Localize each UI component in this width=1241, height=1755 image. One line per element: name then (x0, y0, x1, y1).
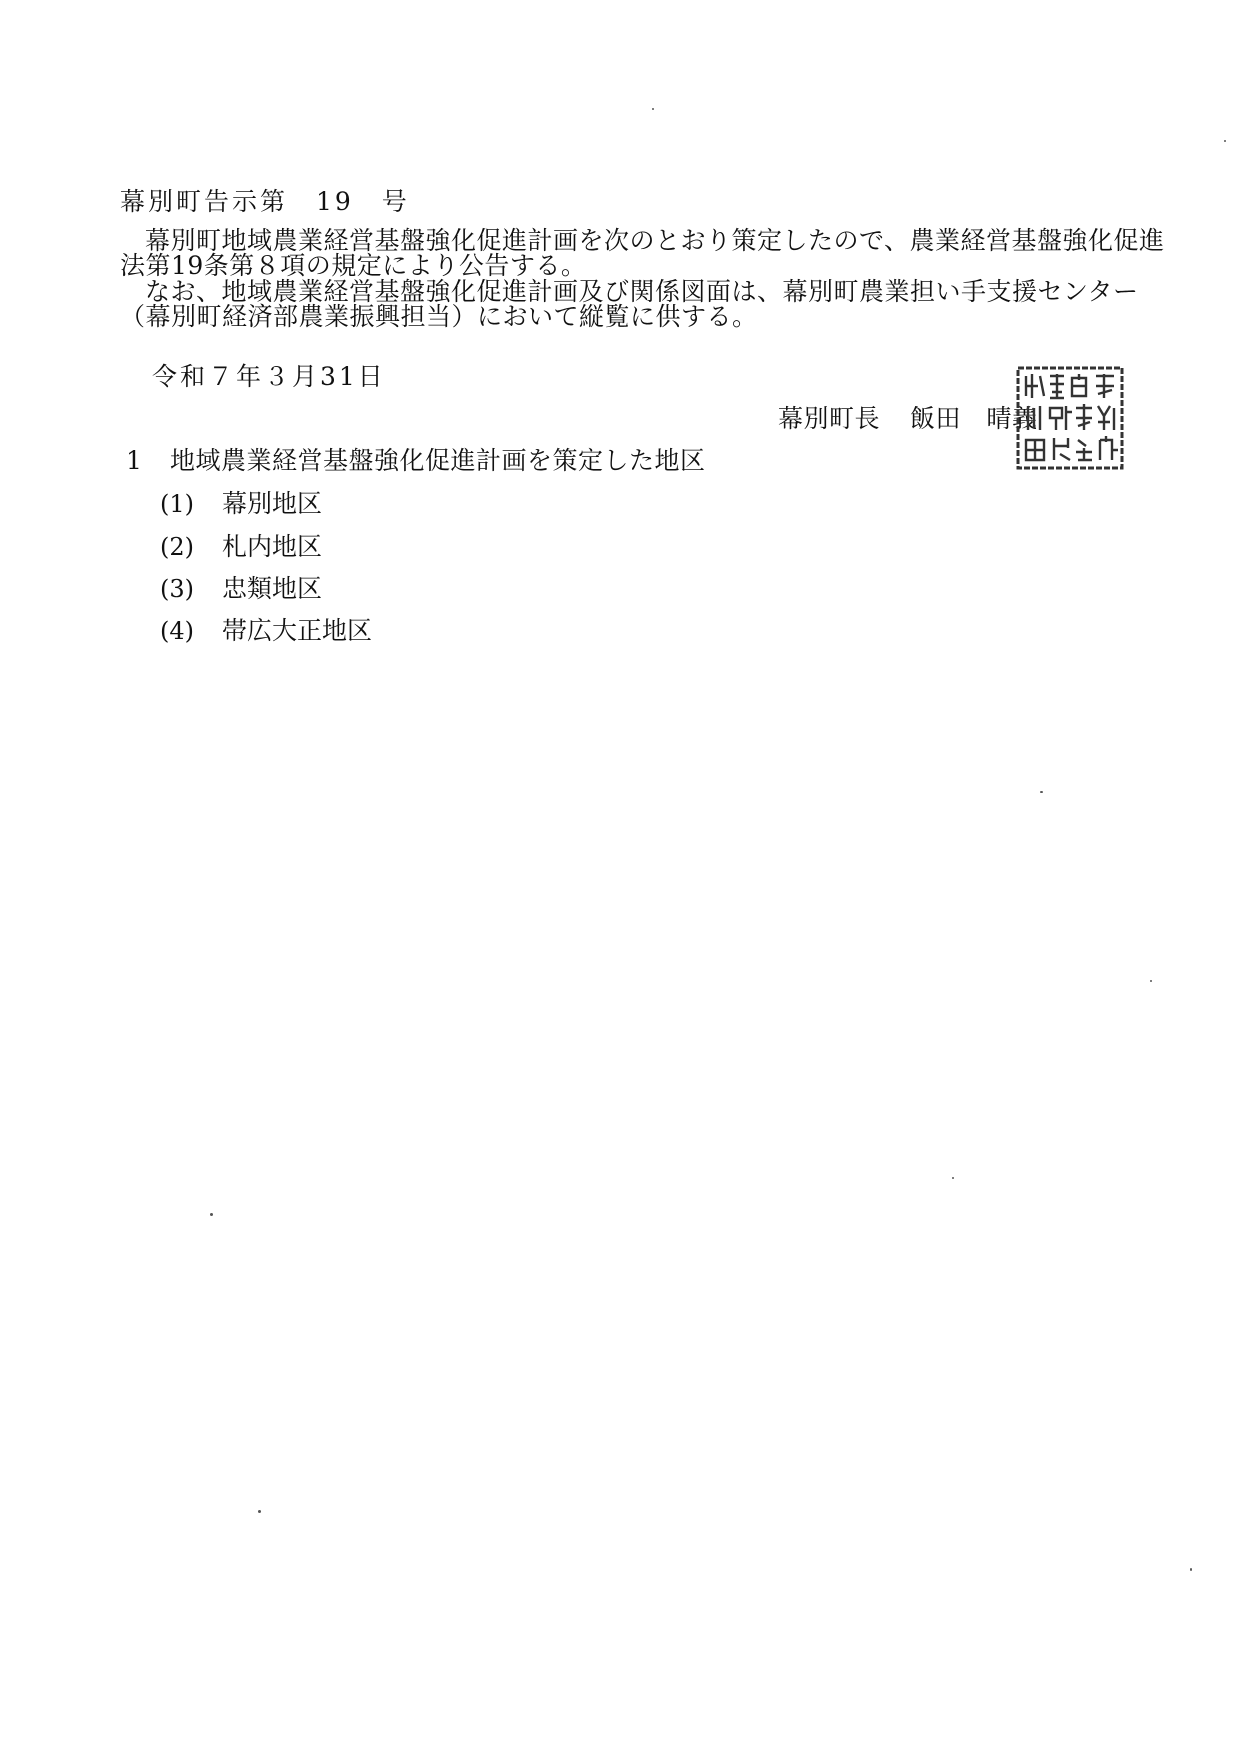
seal-stamp-icon (1014, 364, 1126, 472)
signature-title: 幕別町長 (778, 404, 881, 433)
scan-speck (1150, 980, 1152, 982)
district-item-2-label: 札内地区 (222, 532, 323, 561)
district-item-1-label: 幕別地区 (222, 489, 323, 518)
district-item-4-number: (4) (160, 617, 194, 645)
notice-body-line-2: 法第19条第８項の規定により公告する。 (120, 251, 587, 280)
scan-speck (1190, 1568, 1192, 1571)
notice-body-line-3: なお、地域農業経営基盤強化促進計画及び関係図面は、幕別町農業担い手支援センター (145, 277, 1139, 306)
section-1-heading: 地域農業経営基盤強化促進計画を策定した地区 (170, 446, 706, 475)
official-seal (1014, 364, 1126, 472)
signature-name: 飯田 晴義 (910, 404, 1038, 433)
section-1-number: 1 (126, 446, 143, 475)
scan-speck (210, 1213, 213, 1216)
district-item-3-label: 忠類地区 (222, 574, 323, 603)
scan-speck (952, 1177, 954, 1179)
scan-speck (1224, 140, 1226, 142)
district-item-3-number: (3) (160, 575, 194, 603)
notice-body-line-4: （幕別町経済部農業振興担当）において縦覧に供する。 (120, 302, 758, 331)
notice-title: 幕別町告示第 19 号 (120, 187, 410, 216)
notice-body-line-1: 幕別町地域農業経営基盤強化促進計画を次のとおり策定したので、農業経営基盤強化促進 (145, 226, 1165, 255)
district-item-1-number: (1) (160, 490, 194, 518)
district-item-2-number: (2) (160, 533, 194, 561)
scan-speck (1040, 791, 1043, 793)
district-item-4-label: 帯広大正地区 (222, 616, 373, 645)
scan-speck (652, 108, 654, 110)
notice-date: 令和７年３月31日 (152, 362, 386, 391)
scan-speck (258, 1510, 261, 1513)
